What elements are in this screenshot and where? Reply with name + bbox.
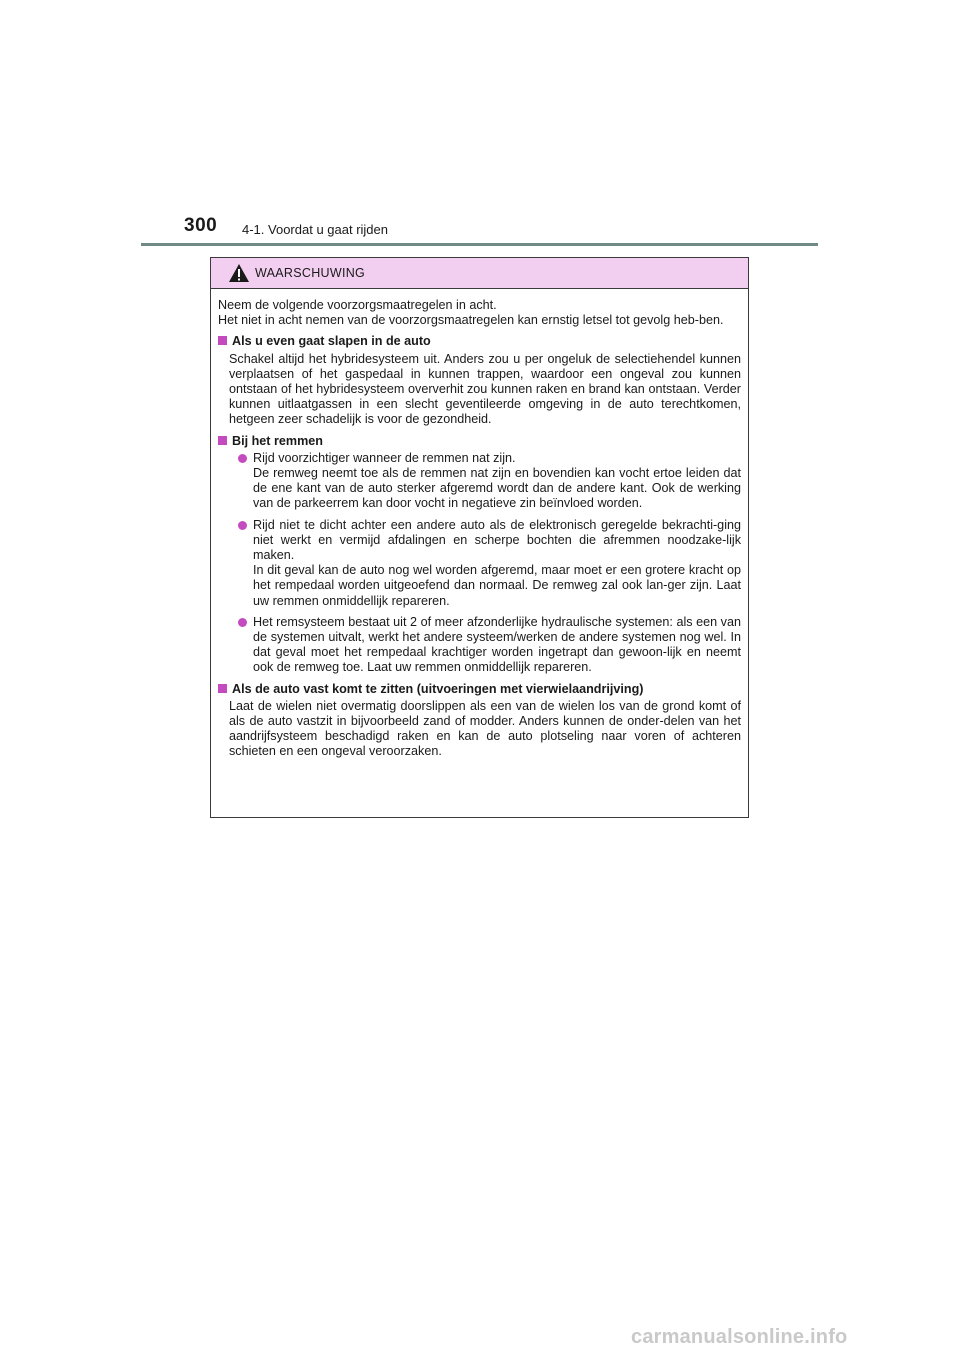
page-number: 300 [184, 215, 218, 236]
warning-triangle-icon [228, 263, 250, 283]
bullet-line: De remweg neemt toe als de remmen nat zijn en bovendien kan vocht ertoe leiden dat de ene kant van de auto sterker afgeremd wordt dan de andere kant. Ook de werking van de parkeerrem kan door vocht in negatieve zin beïnvloed worden. [253, 466, 741, 511]
bullet-line: Rijd niet te dicht achter een andere auto als de elektronisch geregelde bekrachti-ging niet werkt en vermijd afdalingen en scherpe bochten die afremmen noodzake-lijk maken. [253, 517, 741, 563]
warning-intro [218, 298, 741, 328]
warning-body [211, 289, 748, 760]
list-item [218, 451, 741, 512]
list-item [218, 615, 741, 676]
intro-line: Neem de volgende voorzorgsmaatregelen in acht. [218, 298, 497, 312]
list-item-text [253, 518, 741, 609]
section-stuck [218, 682, 741, 760]
round-bullet-icon [238, 618, 247, 627]
section-heading [218, 334, 741, 349]
section-title-text: Bij het remmen [232, 433, 323, 448]
bullet-line: Het remsysteem bestaat uit 2 of meer afzonderlijke hydraulische systemen: als een van de systemen uitvalt, werkt het andere systeem/werken de andere systemen nog wel. In dat geval moet het rempedaal krachtiger worden ingetrapt dan gewoon-lijk en neemt ook de remweg toe. Laat uw remmen onmiddellijk repareren. [253, 614, 741, 675]
section-title-text: Als u even gaat slapen in de auto [232, 334, 431, 349]
intro-line: Het niet in acht nemen van de voorzorgsmaatregelen kan ernstig letsel tot gevolg heb-ben. [218, 313, 724, 328]
bullet-line: In dit geval kan de auto nog wel worden afgeremd, maar moet er een grotere kracht op het rempedaal worden uitgeoefend dan normaal. De remweg zal ook lan-ger zijn. Laat uw remmen onmiddellijk repareren. [253, 563, 741, 608]
section-heading [218, 434, 741, 449]
section-paragraph: Schakel altijd het hybridesysteem uit. Anders zou u per ongeluk de selectiehendel kunnen verplaatsen of het gaspedaal in kunnen trappen, waardoor een ongeval zou kunnen ontstaan of het hybridesysteem oververhit zou kunnen raken en brand kan ontstaan. Verder kunnen uitlaatgassen in een slecht geventileerde omgeving in de auto terechtkomen, hetgeen zeer schadelijk is voor de gezondheid. [229, 351, 741, 427]
section-title: 4-1. Voordat u gaat rijden [242, 222, 388, 237]
round-bullet-icon [238, 454, 247, 463]
section-title-text: Als de auto vast komt te zitten (uitvoeringen met vierwielaandrijving) [232, 681, 644, 696]
square-bullet-icon [218, 336, 227, 345]
warning-box [210, 257, 749, 818]
section-paragraph: Laat de wielen niet overmatig doorslippen als een van de wielen los van de grond komt of als de auto vastzit in bijvoorbeeld zand of modder. Anders kunnen de onder-delen van het aandrijfsysteem beschadigd raken en kan de auto plotseling naar voren of achteren schieten en een ongeval veroorzaken. [229, 698, 741, 759]
bullet-line: Rijd voorzichtiger wanneer de remmen nat zijn. [253, 450, 516, 465]
section-heading [218, 682, 741, 697]
list-item-text [253, 451, 741, 512]
section-sleeping [218, 334, 741, 427]
square-bullet-icon [218, 684, 227, 693]
square-bullet-icon [218, 436, 227, 445]
section-braking [218, 434, 741, 676]
round-bullet-icon [238, 521, 247, 530]
watermark: carmanualsonline.info [631, 1326, 848, 1348]
warning-label: WAARSCHUWING [255, 266, 366, 280]
warning-header [211, 258, 748, 289]
list-item-text [253, 615, 741, 676]
list-item [218, 518, 741, 609]
header-rule [141, 243, 818, 246]
